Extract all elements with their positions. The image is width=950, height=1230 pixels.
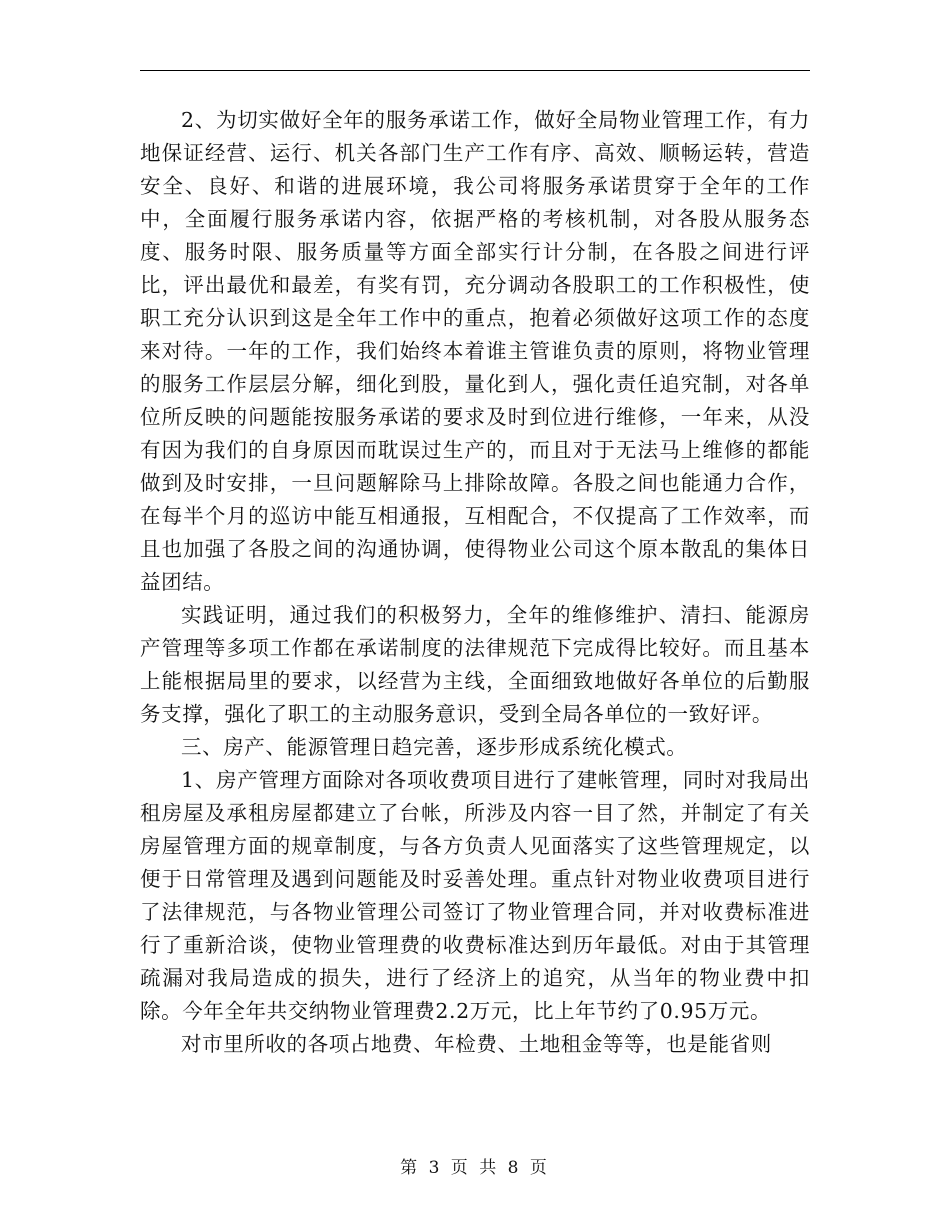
- paragraph-service-commitment: 2、为切实做好全年的服务承诺工作，做好全局物业管理工作，有力地保证经营、运行、机关各部门生产工作有序、高效、顺畅运转，营造安全、良好、和谐的进展环境，我公司将服务承诺贯穿于全年的工作中，全面履行服务承诺内容，依据严格的考核机制，对各股从服务态度、服务时限、服务质量等方面全部实行计分制，在各股之间进行评比，评出最优和最差，有奖有罚，充分调动各股职工的工作积极性，使职工充分认识到这是全年工作中的重点，抱着必须做好这项工作的态度来对待。一年的工作，我们始终本着谁主管谁负责的原则，将物业管理的服务工作层层分解，细化到股，量化到人，强化责任追究制，对各单位所反映的问题能按服务承诺的要求及时到位进行维修，一年来，从没有因为我们的自身原因而耽误过生产的，而且对于无法马上维修的都能做到及时安排，一旦问题解除马上排除故障。各股之间也能通力合作，在每半个月的巡访中能互相通报，互相配合，不仅提高了工作效率，而且也加强了各股之间的沟通协调，使得物业公司这个原本散乱的集体日益团结。: [140, 108, 810, 594]
- paragraph-practice-proof: 实践证明，通过我们的积极努力，全年的维修维护、清扫、能源房产管理等多项工作都在承诺制度的法律规范下完成得比较好。而且基本上能根据局里的要求，以经营为主线，全面细致地做好各单位的后勤服务支撑，强化了职工的主动服务意识，受到全局各单位的一致好评。: [140, 603, 810, 726]
- paragraph-property-management: 1、房产管理方面除对各项收费项目进行了建帐管理，同时对我局出租房屋及承租房屋都建立了台帐，所涉及内容一目了然，并制定了有关房屋管理方面的规章制度，与各方负责人见面落实了这些管理规定，以便于日常管理及遇到问题能及时妥善处理。重点针对物业收费项目进行了法律规范，与各物业管理公司签订了物业管理合同，并对收费标准进行了重新洽谈，使物业管理费的收费标准达到历年最低。对由于其管理疏漏对我局造成的损失，进行了经济上的追究，从当年的物业费中扣除。今年全年共交纳物业管理费2.2万元，比上年节约了0.95万元。: [140, 768, 810, 1023]
- header-rule: [140, 70, 810, 71]
- paragraph-city-fees: 对市里所收的各项占地费、年检费、土地租金等等，也是能省则: [181, 1032, 772, 1056]
- section-heading-property-energy: 三、房产、能源管理日趋完善，逐步形成系统化模式。: [181, 735, 688, 759]
- document-body: [140, 104, 810, 1061]
- page-number-footer: 第 3 页 共 8 页: [400, 1158, 550, 1178]
